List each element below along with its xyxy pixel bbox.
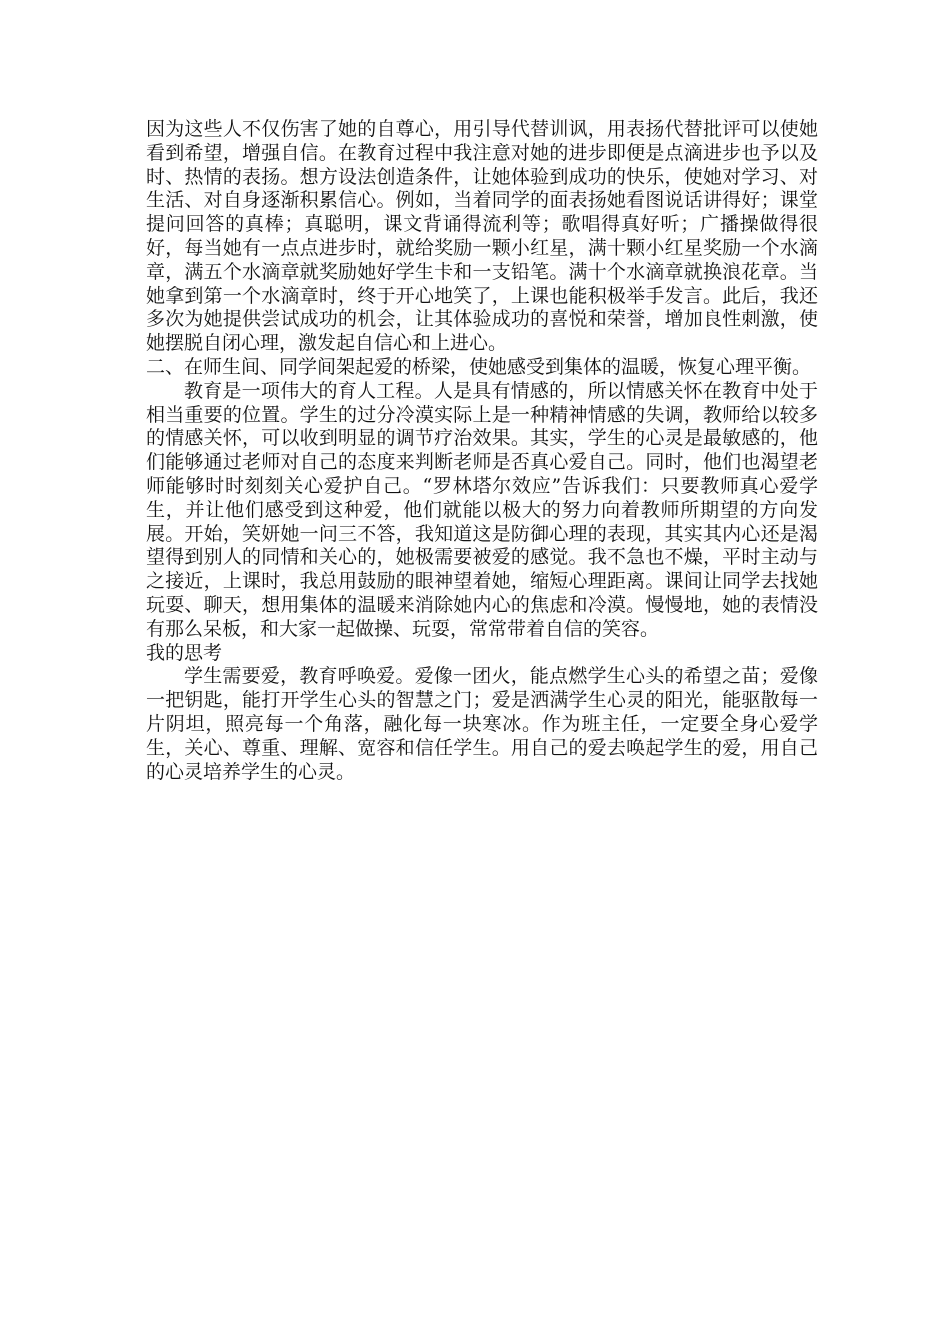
paragraph-section-two: 教育是一项伟大的育人工程。人是具有情感的，所以情感关怀在教育中处于相当重要的位置。学生的过分冷漠实际上是一种精神情感的失调，教师给以较多的情感关怀，可以收到明显的调节疗治效果。其实，学生的心灵是最敏感的，他们能够通过老师对自己的态度来判断老师是否真心爱自己。同时，他们也渴望老师能够时时刻刻关心爱护自己。“罗林塔尔效应”告诉我们：只要教师真心爱学生，并让他们感受到这种爱，他们就能以极大的努力向着教师所期望的方向发展。开始，笑妍她一问三不答，我知道这是防御心理的表现，其实其内心还是渴望得到别人的同情和关心的，她极需要被爱的感觉。我不急也不燥，平时主动与之接近，上课时，我总用鼓励的眼神望着她，缩短心理距离。课间让同学去找她玩耍、聊天，想用集体的温暖来消除她内心的焦虑和冷漠。慢慢地，她的表情没有那么呆板，和大家一起做操、玩耍，常常带着自信的笑容。 bbox=[146, 379, 818, 640]
document-body bbox=[146, 118, 818, 784]
section-heading-two: 二、在师生间、同学间架起爱的桥梁，使她感受到集体的温暖，恢复心理平衡。 bbox=[146, 355, 812, 378]
paragraph-reflection: 学生需要爱，教育呼唤爱。爱像一团火，能点燃学生心头的希望之苗；爱像一把钥匙，能打开学生心头的智慧之门；爱是洒满学生心灵的阳光，能驱散每一片阴坦，照亮每一个角落，融化每一块寒冰。作为班主任，一定要全身心爱学生，关心、尊重、理解、宽容和信任学生。用自己的爱去唤起学生的爱，用自己的心灵培养学生的心灵。 bbox=[146, 665, 818, 783]
section-heading-reflection: 我的思考 bbox=[146, 641, 223, 664]
paragraph-intro: 因为这些人不仅伤害了她的自尊心，用引导代替训讽，用表扬代替批评可以使她看到希望，增强自信。在教育过程中我注意对她的进步即便是点滴进步也予以及时、热情的表扬。想方设法创造条件，让她体验到成功的快乐，使她对学习、对生活、对自身逐渐积累信心。例如，当着同学的面表扬她看图说话讲得好；课堂提问回答的真棒；真聪明，课文背诵得流利等；歌唱得真好听；广播操做得很好，每当她有一点点进步时，就给奖励一颗小红星，满十颗小红星奖励一个水滴章，满五个水滴章就奖励她好学生卡和一支铅笔。满十个水滴章就换浪花章。当她拿到第一个水滴章时，终于开心地笑了，上课也能积极举手发言。此后，我还多次为她提供尝试成功的机会，让其体验成功的喜悦和荣誉，增加良性刺激，使她摆脱自闭心理，激发起自信心和上进心。 bbox=[146, 118, 818, 355]
